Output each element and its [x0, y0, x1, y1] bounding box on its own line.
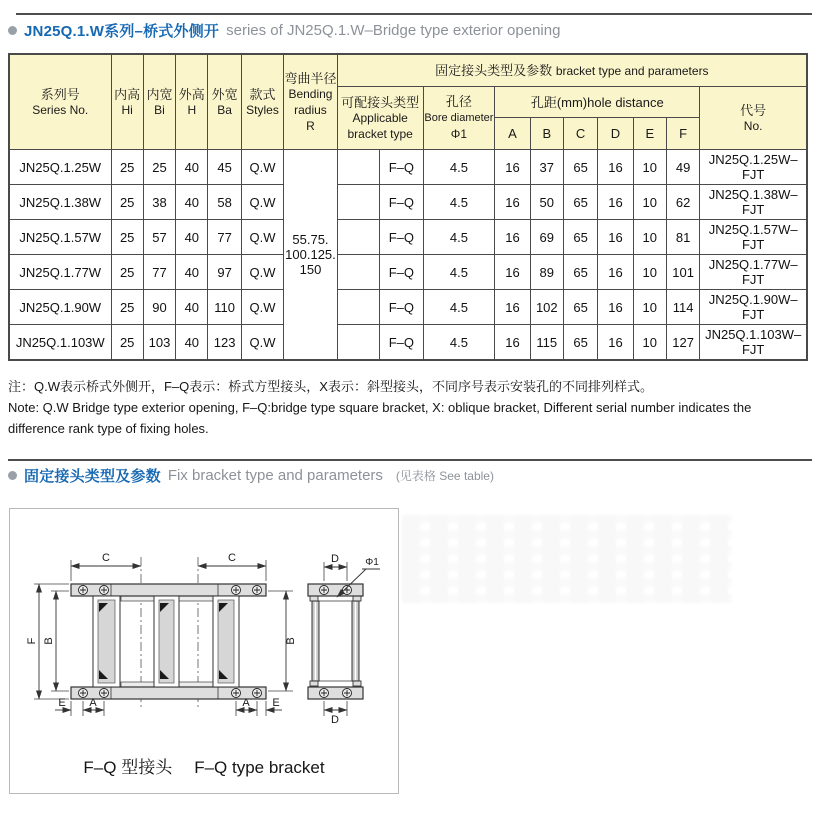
dim-label-c: C: [102, 552, 110, 564]
col-header-e: E: [633, 118, 666, 150]
cell-bi: 77: [143, 255, 175, 290]
cell-ba: 123: [208, 325, 241, 361]
bracket-drawing-box: [9, 508, 399, 794]
cell-b: 115: [530, 325, 563, 361]
dim-label-b: B: [43, 637, 55, 645]
col-header-c: C: [563, 118, 597, 150]
cell-bracket-type: F–Q: [380, 185, 423, 220]
cell-bracket-image: [337, 185, 379, 220]
cell-a: 16: [495, 220, 530, 255]
cell-bracket-type: F–Q: [380, 220, 423, 255]
side-view: [308, 584, 363, 699]
cell-f: 114: [666, 290, 699, 325]
cell-ba: 110: [208, 290, 241, 325]
cell-a: 16: [495, 255, 530, 290]
cell-f: 81: [666, 220, 699, 255]
table-row: [9, 255, 807, 290]
col-header-a: A: [495, 118, 530, 150]
col-header-hi: 内高 Hi: [111, 54, 143, 150]
cell-bi: 38: [143, 185, 175, 220]
cell-no: JN25Q.1.38W–FJT: [700, 185, 807, 220]
cell-series: JN25Q.1.38W: [9, 185, 111, 220]
cell-style: Q.W: [241, 290, 283, 325]
cell-f: 62: [666, 185, 699, 220]
cell-style: Q.W: [241, 220, 283, 255]
section2-title-zh: 固定接头类型及参数: [24, 468, 161, 485]
cell-no: JN25Q.1.90W–FJT: [700, 290, 807, 325]
cell-no: JN25Q.1.57W–FJT: [700, 220, 807, 255]
bullet-icon: [8, 26, 17, 35]
cell-d: 16: [598, 150, 633, 185]
cell-style: Q.W: [241, 325, 283, 361]
cell-hi: 25: [111, 325, 143, 361]
col-header-bending-radius: 弯曲半径 Bending radius R: [284, 54, 338, 150]
dim-label-a: A: [242, 697, 250, 709]
cell-bracket-image: [337, 325, 379, 361]
cell-bi: 103: [143, 325, 175, 361]
cell-b: 50: [530, 185, 563, 220]
cell-e: 10: [633, 185, 666, 220]
cell-hi: 25: [111, 220, 143, 255]
cell-c: 65: [563, 150, 597, 185]
cell-c: 65: [563, 185, 597, 220]
cell-ba: 77: [208, 220, 241, 255]
cell-bi: 57: [143, 220, 175, 255]
cell-e: 10: [633, 325, 666, 361]
col-header-hole-distance: 孔距(mm)hole distance: [495, 87, 700, 118]
cell-e: 10: [633, 150, 666, 185]
cell-series: JN25Q.1.57W: [9, 220, 111, 255]
cell-no: JN25Q.1.25W–FJT: [700, 150, 807, 185]
cell-b: 102: [530, 290, 563, 325]
cell-bracket-image: [337, 220, 379, 255]
front-view: [71, 584, 266, 699]
table-notes: [8, 376, 810, 439]
cell-series: JN25Q.1.103W: [9, 325, 111, 361]
cell-hi: 25: [111, 150, 143, 185]
dim-label-b: B: [285, 637, 297, 645]
cell-hi: 25: [111, 185, 143, 220]
cell-bore: 4.5: [423, 220, 495, 255]
caption-zh: F–Q 型接头: [83, 758, 173, 777]
cell-series: JN25Q.1.25W: [9, 150, 111, 185]
section2-title-en: Fix bracket type and parameters: [167, 467, 383, 484]
cell-ba: 97: [208, 255, 241, 290]
cell-bracket-type: F–Q: [380, 325, 423, 361]
col-header-f: F: [666, 118, 699, 150]
cell-e: 10: [633, 290, 666, 325]
cell-h: 40: [176, 255, 208, 290]
cell-bi: 90: [143, 290, 175, 325]
spec-table: [8, 53, 808, 361]
table-row: [9, 325, 807, 361]
cell-d: 16: [598, 325, 633, 361]
bullet-icon: [8, 471, 17, 480]
cell-a: 16: [495, 325, 530, 361]
cell-a: 16: [495, 185, 530, 220]
cell-no: JN25Q.1.103W–FJT: [700, 325, 807, 361]
cell-h: 40: [176, 325, 208, 361]
cell-c: 65: [563, 290, 597, 325]
cell-e: 10: [633, 220, 666, 255]
dim-label-e: E: [58, 697, 66, 709]
col-header-applicable-bracket: 可配接头类型 Applicable bracket type: [337, 87, 423, 150]
cell-bracket-type: F–Q: [380, 255, 423, 290]
col-header-bore-diameter: 孔径 Bore diameter Φ1: [423, 87, 495, 150]
cell-bracket-image: [337, 290, 379, 325]
dim-label-d: D: [331, 553, 339, 565]
cell-series: JN25Q.1.77W: [9, 255, 111, 290]
note-en: Note: Q.W Bridge type exterior opening, F–Q:bridge type square bracket, X: oblique bracket, Different serial number indicates the difference rank type of fixing holes.: [8, 400, 752, 436]
dim-label-phi1: Φ1: [365, 557, 379, 568]
dim-label-f: F: [26, 637, 38, 645]
cell-bracket-image: [337, 255, 379, 290]
cell-bracket-image: [337, 150, 379, 185]
cell-h: 40: [176, 290, 208, 325]
cell-d: 16: [598, 255, 633, 290]
cell-series: JN25Q.1.90W: [9, 290, 111, 325]
cell-f: 101: [666, 255, 699, 290]
cell-ba: 58: [208, 185, 241, 220]
cell-bending-radius: 55.75. 100.125. 150: [284, 150, 338, 361]
cell-bore: 4.5: [423, 150, 495, 185]
cell-style: Q.W: [241, 150, 283, 185]
note-zh: 注：Q.W表示桥式外侧开，F–Q表示：桥式方型接头，X表示：斜型接头，不同序号表示安装孔的不同排列样式。: [8, 379, 653, 394]
cell-d: 16: [598, 220, 633, 255]
col-header-bi: 内宽 Bi: [143, 54, 175, 150]
table-row: [9, 185, 807, 220]
cell-bracket-type: F–Q: [380, 290, 423, 325]
dimension-labels: [26, 552, 379, 726]
cell-hi: 25: [111, 290, 143, 325]
bracket-technical-drawing: [10, 509, 396, 751]
dim-label-d: D: [331, 714, 339, 726]
cell-ba: 45: [208, 150, 241, 185]
section2-rule: [8, 459, 812, 461]
col-header-ba: 外宽 Ba: [208, 54, 241, 150]
cell-a: 16: [495, 290, 530, 325]
cell-bi: 25: [143, 150, 175, 185]
dim-label-a: A: [89, 697, 97, 709]
cell-a: 16: [495, 150, 530, 185]
watermark: [402, 515, 732, 603]
cell-h: 40: [176, 220, 208, 255]
caption-en: F–Q type bracket: [194, 758, 325, 777]
cell-e: 10: [633, 255, 666, 290]
col-header-b: B: [530, 118, 563, 150]
cell-style: Q.W: [241, 255, 283, 290]
col-header-styles: 款式 Styles: [241, 54, 283, 150]
cell-f: 127: [666, 325, 699, 361]
cell-c: 65: [563, 255, 597, 290]
section1-title-zh: JN25Q.1.W系列–桥式外侧开: [24, 23, 220, 40]
cell-f: 49: [666, 150, 699, 185]
cell-b: 89: [530, 255, 563, 290]
cell-bore: 4.5: [423, 325, 495, 361]
drawing-caption: [10, 753, 398, 778]
top-rule: [16, 13, 812, 15]
cell-b: 69: [530, 220, 563, 255]
see-table-note: (见表格 See table): [395, 469, 494, 483]
col-header-d: D: [598, 118, 633, 150]
chain-links: [93, 596, 239, 687]
cell-c: 65: [563, 220, 597, 255]
cell-bore: 4.5: [423, 185, 495, 220]
cell-b: 37: [530, 150, 563, 185]
section1-title-en: series of JN25Q.1.W–Bridge type exterior opening: [226, 22, 561, 39]
table-row: [9, 150, 807, 185]
cell-d: 16: [598, 290, 633, 325]
table-row: [9, 290, 807, 325]
cell-c: 65: [563, 325, 597, 361]
group-header-bracket-params: 固定接头类型及参数 bracket type and parameters: [337, 54, 807, 87]
dim-label-e: E: [272, 697, 280, 709]
col-header-series: 系列号 Series No.: [9, 54, 111, 150]
cell-hi: 25: [111, 255, 143, 290]
section1-header: [8, 20, 560, 41]
cell-bore: 4.5: [423, 255, 495, 290]
cell-style: Q.W: [241, 185, 283, 220]
cell-h: 40: [176, 150, 208, 185]
col-header-h: 外高 H: [176, 54, 208, 150]
table-row: [9, 220, 807, 255]
section2-header: [8, 465, 494, 486]
cell-bracket-type: F–Q: [380, 150, 423, 185]
dim-label-c: C: [228, 552, 236, 564]
cell-d: 16: [598, 185, 633, 220]
cell-bore: 4.5: [423, 290, 495, 325]
cell-h: 40: [176, 185, 208, 220]
col-header-no: 代号 No.: [700, 87, 807, 150]
cell-no: JN25Q.1.77W–FJT: [700, 255, 807, 290]
